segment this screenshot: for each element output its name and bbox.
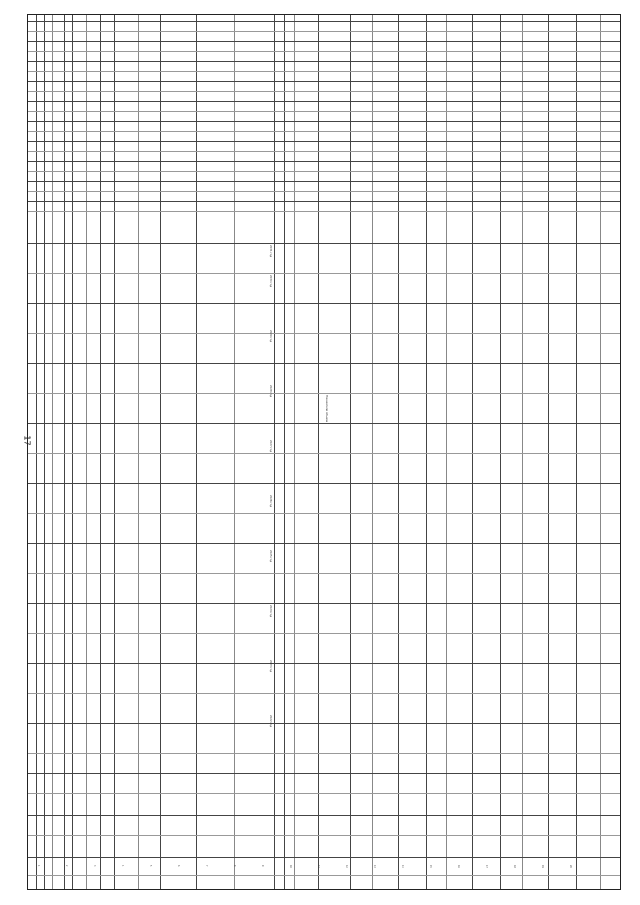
row-number: 18 [513,865,516,868]
column-line [100,15,101,889]
row-number: 10 [289,865,292,868]
column-line [372,15,373,889]
year-column-header: 2023 год [269,660,272,673]
year-column-header: 2030 год [269,275,272,288]
year-column-header: 2031 год [269,245,272,258]
column-line [446,15,447,889]
row-line [28,243,620,244]
row-line [28,393,620,394]
year-column-header: 2025 год [269,550,272,563]
column-line [196,15,197,889]
row-line [28,423,620,424]
column-line [294,15,295,889]
column-line [72,15,73,889]
row-line [28,363,620,364]
column-line [114,15,115,889]
row-line [28,141,620,142]
row-line [28,453,620,454]
column-line [548,15,549,889]
column-line [138,15,139,889]
year-column-header: 2024 год [269,605,272,618]
row-line [28,91,620,92]
section-header: Показатели объема [325,395,328,423]
row-line [28,131,620,132]
column-line [318,15,319,889]
row-line [28,663,620,664]
row-number: 1 [37,865,40,867]
row-number: 14 [401,865,404,868]
column-line [600,15,601,889]
row-number: 5 [149,865,152,867]
row-line [28,543,620,544]
row-line [28,81,620,82]
column-line [426,15,427,889]
row-number: 6 [177,865,180,867]
row-number: 12 [345,865,348,868]
row-line [28,211,620,212]
page-number: 17 [22,435,32,446]
row-number: 3 [93,865,96,867]
row-number: 2 [65,865,68,867]
column-line [86,15,87,889]
row-line [28,51,620,52]
column-line [576,15,577,889]
row-number: 19 [541,865,544,868]
row-number: 4 [121,865,124,867]
row-number: 7 [205,865,208,867]
column-line [500,15,501,889]
row-number: 11 [317,865,320,868]
row-line [28,633,620,634]
row-line [28,161,620,162]
column-line [64,15,65,889]
table-grid [28,15,620,889]
row-line [28,333,620,334]
column-line [398,15,399,889]
column-line [284,15,285,889]
row-line [28,483,620,484]
row-line [28,273,620,274]
year-column-header: 2028 год [269,385,272,398]
row-line [28,61,620,62]
column-line [274,15,275,889]
row-line [28,857,620,858]
row-line [28,41,620,42]
row-line [28,181,620,182]
row-line [28,793,620,794]
row-line [28,693,620,694]
row-line [28,513,620,514]
row-number: 17 [485,865,488,868]
row-line [28,171,620,172]
row-line [28,773,620,774]
year-column-header: 2029 год [269,330,272,343]
row-line [28,21,620,22]
column-line [522,15,523,889]
column-line [44,15,45,889]
row-line [28,723,620,724]
row-line [28,101,620,102]
row-number: 16 [457,865,460,868]
row-line [28,303,620,304]
column-line [234,15,235,889]
row-line [28,753,620,754]
row-line [28,191,620,192]
row-line [28,71,620,72]
row-number: 20 [569,865,572,868]
row-line [28,151,620,152]
row-line [28,201,620,202]
row-line [28,875,620,876]
row-number: 15 [429,865,432,868]
column-line [160,15,161,889]
row-line [28,815,620,816]
row-line [28,31,620,32]
year-column-header: 2027 год [269,440,272,453]
year-column-header: 2022 год [269,715,272,728]
row-number: 9 [261,865,264,867]
column-line [472,15,473,889]
column-line [52,15,53,889]
column-line [36,15,37,889]
year-column-header: 2026 год [269,495,272,508]
row-line [28,603,620,604]
row-line [28,573,620,574]
row-number: 13 [373,865,376,868]
row-number: 8 [233,865,236,867]
row-line [28,121,620,122]
column-line [350,15,351,889]
rotated-table-sheet [27,14,621,890]
row-line [28,835,620,836]
row-line [28,111,620,112]
